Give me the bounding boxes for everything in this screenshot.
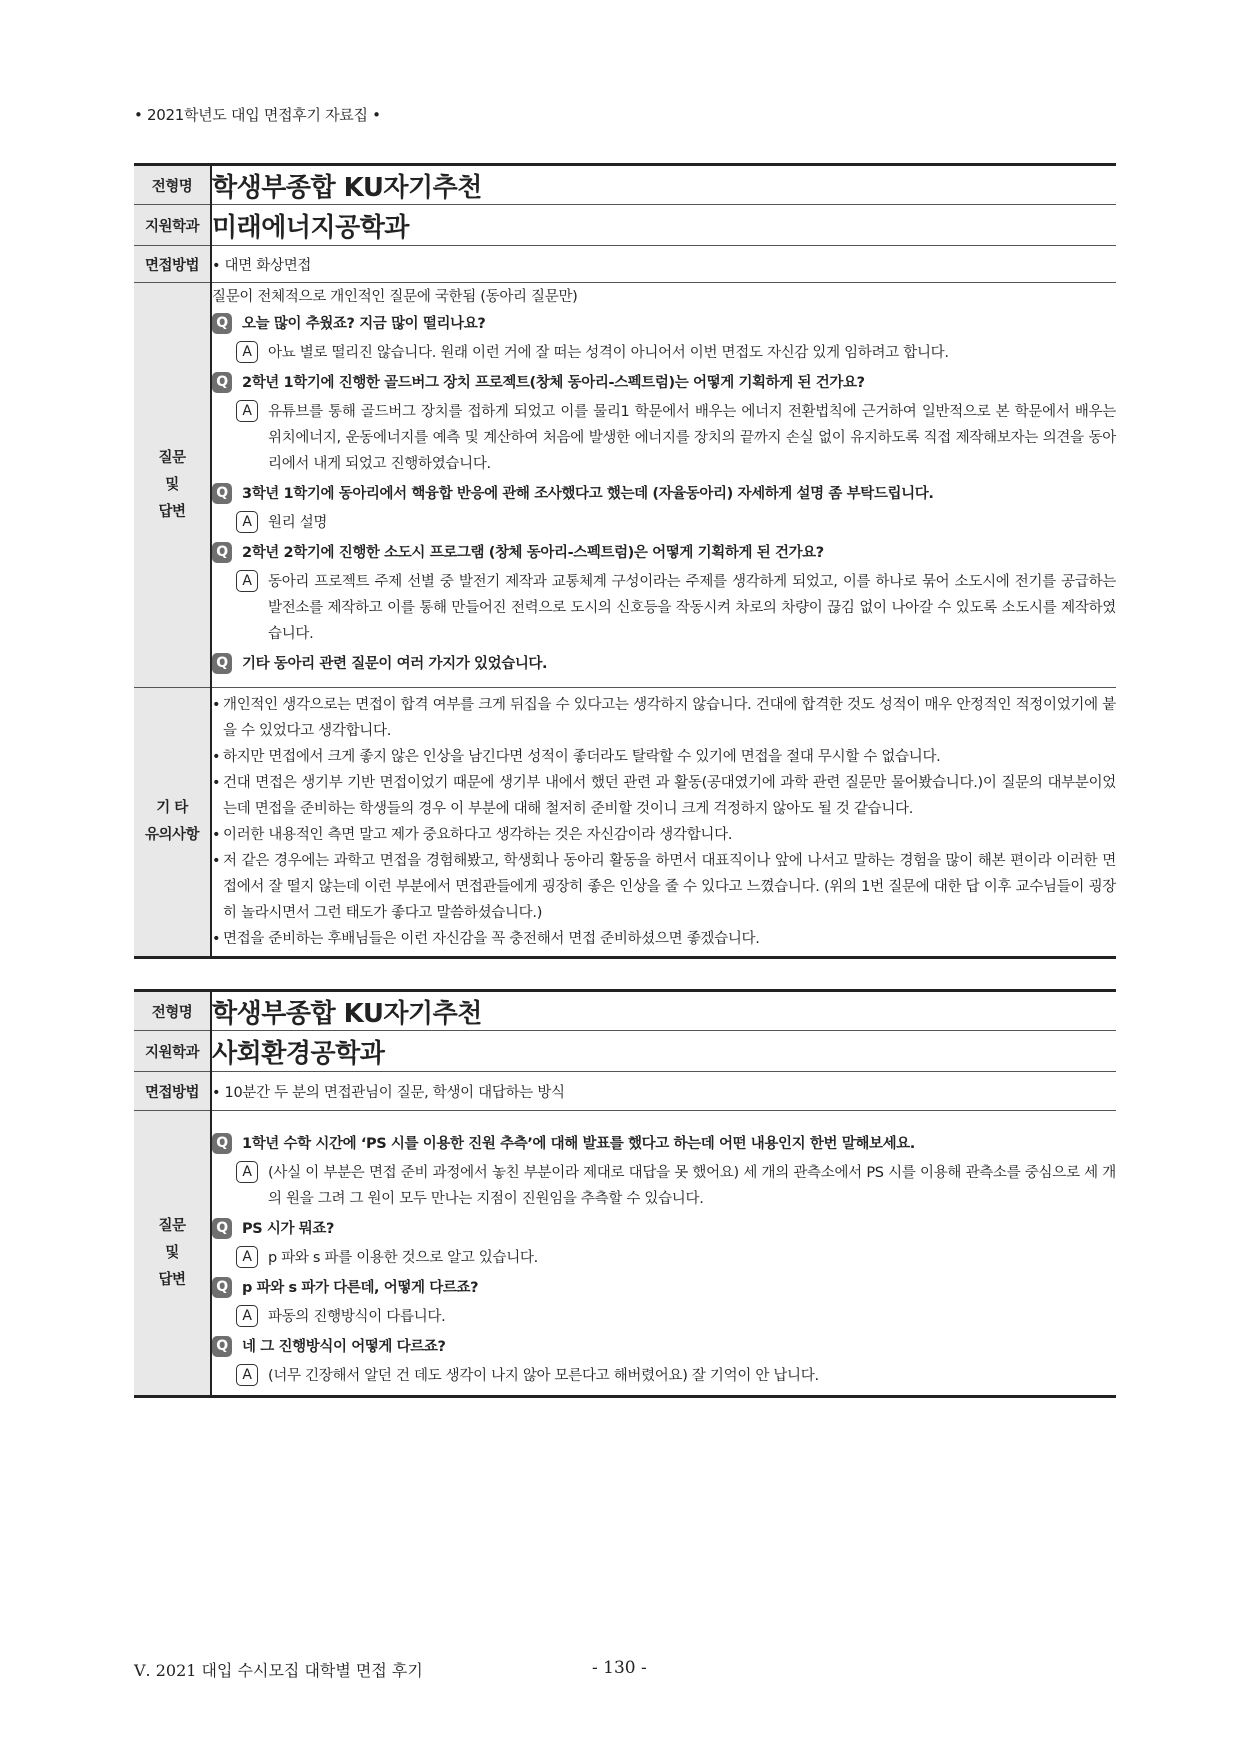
interview-method: • 10분간 두 분의 면접관님이 질문, 학생이 대답하는 방식 [211,1072,1116,1111]
question-text: 2학년 1학기에 진행한 골드버그 장치 프로젝트(창체 동아리-스펙트럼)는 어떻게 기획하게 된 건가요? [242,375,865,391]
label-type: 전형명 [134,991,211,1031]
note-item: • 면접을 준비하는 후배님들은 이런 자신감을 꼭 충전해서 면접 준비하셨으면 좋겠습니다. [212,931,760,947]
question [212,1335,1116,1359]
page-number: - 130 - [592,1658,647,1678]
label-qa-line: 답변 [158,1271,186,1288]
answer [236,399,1116,477]
department: 사회환경공학과 [211,1031,1116,1072]
label-qa-line: 및 [165,476,179,493]
question-text: 기타 동아리 관련 질문이 여러 가지가 있었습니다. [242,656,548,672]
a-badge-icon: A [236,1161,258,1183]
interview-table-1 [134,163,1116,959]
note-item: • 이러한 내용적인 측면 말고 제가 중요하다고 생각하는 것은 자신감이라 생각합니다. [212,827,733,843]
label-etc [134,688,211,958]
qa-intro: 질문이 전체적으로 개인적인 질문에 국한됨 (동아리 질문만) [212,289,578,305]
q-badge-icon: Q [212,1277,232,1298]
qa-block [211,283,1116,688]
q-badge-icon: Q [212,1133,232,1154]
a-badge-icon: A [236,511,258,533]
answer-text: 동아리 프로젝트 주제 선별 중 발전기 제작과 교통체계 구성이라는 주제를 생각하게 되었고, 이를 하나로 묶어 소도시에 전기를 공급하는 발전소를 제작하고 이를 통해 만들어진 전력으로 도시의 신호등을 작동시켜 차로의 차량이 끊김 없이 나아갈 수 있도록 소도시를 제작하였습니다. [268,574,1116,642]
note-item: • 저 같은 경우에는 과학고 면접을 경험해봤고, 학생회나 동아리 활동을 하면서 대표직이나 앞에 나서고 말하는 경험을 많이 해본 편이라 이러한 면접에서 잘 떨지 않는데 이런 부분에서 면접관들에게 굉장히 좋은 인상을 줄 수 있다고 느꼈습니다. (위의 1번 질문에 대한 답 이후 교수님들이 굉장히 놀라시면서 그런 태도가 좋다고 말씀하셨습니다.) [212,853,1116,921]
question [212,371,1116,395]
question-text: 2학년 2학기에 진행한 소도시 프로그램 (창체 동아리-스펙트럼)은 어떻게 기획하게 된 건가요? [242,545,824,561]
question [212,652,1116,676]
q-badge-icon: Q [212,313,232,334]
a-badge-icon: A [236,1305,258,1327]
q-badge-icon: Q [212,483,232,504]
a-badge-icon: A [236,341,258,363]
q-badge-icon: Q [212,1218,232,1239]
answer-text: p 파와 s 파를 이용한 것으로 알고 있습니다. [268,1250,538,1266]
answer [236,510,1116,536]
q-badge-icon: Q [212,1336,232,1357]
question-text: p 파와 s 파가 다른데, 어떻게 다르죠? [242,1280,479,1296]
answer [236,569,1116,647]
q-badge-icon: Q [212,372,232,393]
note-item: • 건대 면접은 생기부 기반 면접이었기 때문에 생기부 내에서 했던 관련 과 활동(공대였기에 과학 관련 질문만 물어봤습니다.)이 질문의 대부분이었는데 면접을 준비하는 학생들의 경우 이 부분에 대해 철저히 준비할 것이니 크게 걱정하지 않아도 될 것 같습니다. [212,775,1116,817]
admission-type: 학생부종합 KU자기추천 [211,165,1116,205]
interview-method: • 대면 화상면접 [211,246,1116,283]
label-qa-line: 및 [165,1244,179,1261]
label-method: 면접방법 [134,246,211,283]
question [212,541,1116,565]
answer [236,1304,1116,1330]
answer [236,1363,1116,1389]
question-text: 네 그 진행방식이 어떻게 다르죠? [242,1339,446,1355]
a-badge-icon: A [236,1364,258,1386]
a-badge-icon: A [236,1246,258,1268]
answer [236,1160,1116,1212]
question [212,312,1116,336]
question [212,482,1116,506]
question-text: 3학년 1학기에 동아리에서 핵융합 반응에 관해 조사했다고 했는데 (자율동아리) 자세하게 설명 좀 부탁드립니다. [242,486,934,502]
qa-block [211,1111,1116,1397]
department: 미래에너지공학과 [211,205,1116,246]
question [212,1217,1116,1241]
answer-text: 원리 설명 [268,515,328,531]
label-qa [134,283,211,688]
q-badge-icon: Q [212,542,232,563]
a-badge-icon: A [236,400,258,422]
question-text: 오늘 많이 추웠죠? 지금 많이 떨리나요? [242,316,486,332]
label-qa-line: 질문 [158,449,186,466]
admission-type: 학생부종합 KU자기추천 [211,991,1116,1031]
label-dept: 지원학과 [134,205,211,246]
answer-text: 유튜브를 통해 골드버그 장치를 접하게 되었고 이를 물리1 학문에서 배우는 에너지 전환법칙에 근거하여 일반적으로 본 학문에서 배우는 위치에너지, 운동에너지를 예측 및 계산하여 처음에 발생한 에너지를 장치의 끝까지 손실 없이 유지하도록 직접 제작해보자는 의견을 동아리에서 내게 되었고 진행하였습니다. [268,404,1116,472]
answer [236,340,1116,366]
document-header: • 2021학년도 대입 면접후기 자료집 • [134,106,381,124]
label-qa [134,1111,211,1397]
a-badge-icon: A [236,570,258,592]
question-text: 1학년 수학 시간에 ‘PS 시를 이용한 진원 추측’에 대해 발표를 했다고 하는데 어떤 내용인지 한번 말해보세요. [242,1136,915,1152]
label-qa-line: 질문 [158,1217,186,1234]
q-badge-icon: Q [212,653,232,674]
label-qa-line: 답변 [158,503,186,520]
answer-text: 아뇨 별로 떨리진 않습니다. 원래 이런 거에 잘 떠는 성격이 아니어서 이번 면접도 자신감 있게 임하려고 합니다. [268,345,949,361]
answer [236,1245,1116,1271]
label-type: 전형명 [134,165,211,205]
label-dept: 지원학과 [134,1031,211,1072]
notes-block [211,688,1116,958]
answer-text: (사실 이 부분은 면접 준비 과정에서 놓친 부분이라 제대로 대답을 못 했어요) 세 개의 관측소에서 PS 시를 이용해 관측소를 중심으로 세 개의 원을 그려 그 원이 모두 만나는 지점이 진원임을 추측할 수 있습니다. [268,1165,1116,1207]
answer-text: (너무 긴장해서 알던 건 데도 생각이 나지 않아 모른다고 해버렸어요) 잘 기억이 안 납니다. [268,1368,819,1384]
label-method: 면접방법 [134,1072,211,1111]
label-etc-line: 유의사항 [144,827,200,843]
question [212,1132,1116,1156]
note-item: • 개인적인 생각으로는 면접이 합격 여부를 크게 뒤집을 수 있다고는 생각하지 않습니다. 건대에 합격한 것도 성적이 매우 안정적인 적정이었기에 붙을 수 있었다고 생각합니다. [212,697,1116,739]
footer-chapter: Ⅴ. 2021 대입 수시모집 대학별 면접 후기 [134,1661,423,1680]
note-item: • 하지만 면접에서 크게 좋지 않은 인상을 남긴다면 성적이 좋더라도 탈락할 수 있기에 면접을 절대 무시할 수 없습니다. [212,749,941,765]
label-etc-line: 기 타 [156,800,188,816]
interview-table-2 [134,989,1116,1398]
question [212,1276,1116,1300]
answer-text: 파동의 진행방식이 다릅니다. [268,1309,446,1325]
question-text: PS 시가 뭐죠? [242,1221,335,1237]
